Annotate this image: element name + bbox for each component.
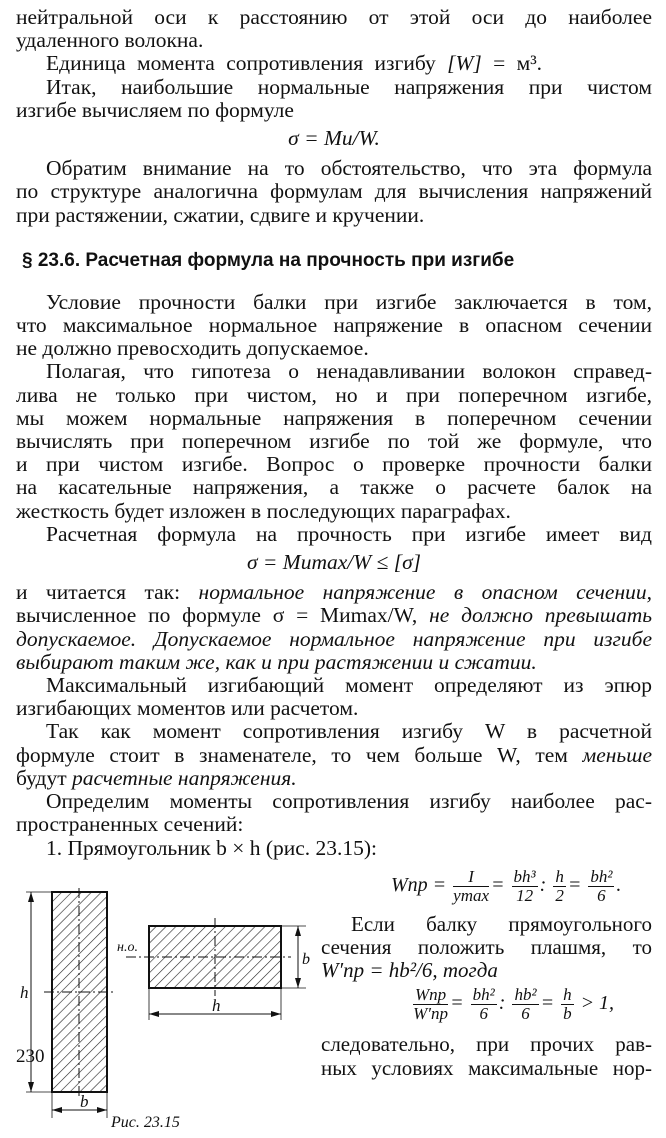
text-line: жесткость будет изложен в последующих параграфах. [16, 498, 511, 523]
text-fragment-italic: нормальное напряжение в опасном сечении, [198, 580, 653, 605]
text-fragment-italic: расчетные напряжения. [71, 765, 297, 790]
paragraph-2 [16, 52, 652, 75]
label-neutral-axis: н.о. [117, 939, 138, 955]
text-line: Полагая, что гипотеза о ненадавливании волокон справед- [46, 359, 652, 384]
text-line: Условие прочности балки при изгибе заключается в том, [46, 289, 652, 314]
label-h-right: h [212, 995, 221, 1015]
section-heading: § 23.6. Расчетная формула на прочность при изгибе [22, 249, 515, 271]
text-fragment: и читается так: [16, 580, 181, 605]
text-line: Если балку прямоугольного [351, 911, 652, 936]
text-line: не должно превосходить допускаемое. [16, 336, 369, 361]
text-line: Определим моменты сопротивления изгибу наиболее рас- [46, 789, 652, 814]
unit-symbol: [W] [447, 51, 482, 76]
figure-caption: Рис. 23.15 [111, 1113, 180, 1131]
paragraph-3 [16, 76, 652, 151]
text-line: изгибе вычисляем по формуле [16, 97, 294, 122]
paragraph-4 [16, 157, 652, 227]
page-number: 230 [16, 1046, 45, 1067]
fraction: $\frac{h}{2}$ [555, 866, 564, 905]
text-fragment: будут [16, 765, 67, 790]
text-line: Расчетная формула на прочность при изгибе имеет вид [46, 521, 652, 546]
paragraph-10 [16, 720, 652, 790]
rectangle-sections-diagram [16, 888, 316, 1118]
text-line: нейтральной оси к расстоянию от этой оси до наиболее [16, 5, 652, 29]
paragraph-8 [16, 581, 652, 674]
text-line: мы можем нормальные напряжения в поперечном сечении [16, 405, 652, 430]
text-line [16, 744, 652, 767]
formula-strength-condition: σ = Mиmax/W ≤ [σ] [246, 550, 422, 575]
fraction: $\frac{\text{bh²}}{6}$ [472, 985, 495, 1024]
text-line: и при чистом изгибе. Вопрос о проверке прочности балки [16, 452, 652, 477]
formula-ratio: $\frac{\text{Wпр}}{W'пр}$ = $\frac{\text{bh²}}{6}$ : $\frac{\text{hb²}}{6}$ = $\frac{h}{b}$ > 1, [413, 985, 615, 1024]
fraction: $\frac{\text{hb²}}{6}$ [514, 985, 537, 1024]
formula-section-modulus: Wпр = $\frac{I}{ymax}$ = $\frac{\text{bh³}}{12}$ : $\frac{h}{2}$ = $\frac{\text{bh²}}{6}$ . [391, 866, 622, 905]
text-line: по структуре аналогична формулам для вычисления напряжений [16, 179, 652, 204]
paragraph-11 [16, 790, 652, 860]
text-line: пространенных сечений: [16, 812, 244, 837]
right-text [321, 913, 652, 983]
text-line: Обратим внимание на то обстоятельство, что эта формула [46, 156, 652, 181]
text-fragment: формуле стоит в знаменателе, то чем больше W, тем [16, 742, 568, 767]
figure-23-15 [16, 888, 316, 1138]
paragraph-6 [16, 360, 652, 522]
text-line: выбирают таким же, как и при растяжении и сжатии. [16, 649, 537, 674]
fraction: $\frac{I}{ymax}$ [453, 866, 490, 905]
right-column [321, 866, 652, 1080]
text-line: Так как момент сопротивления изгибу W в расчетной [46, 719, 652, 744]
text-line: при растяжении, сжатии, сдвиге и кручении. [16, 202, 425, 227]
text-line: W′пр = hb²/6, тогда [321, 958, 498, 983]
text-fragment: вычисленное по формуле σ = Mиmax/W, [16, 603, 418, 628]
right-tail [321, 1033, 652, 1079]
page-body [16, 6, 652, 1136]
text-line: допускаемое. Допускаемое нормальное напряжение при изгибе [16, 626, 652, 651]
formula-bending-stress: σ = Mи/W. [288, 126, 380, 151]
text-line: удаленного волокна. [16, 28, 204, 53]
text-line: ных условиях максимальные нор- [321, 1055, 652, 1080]
text-line: что максимальное нормальное напряжение в опасном сечении [16, 313, 652, 338]
text-line: Максимальный изгибающий момент определяют из эпюр [46, 673, 652, 698]
fraction: $\frac{h}{b}$ [563, 985, 572, 1024]
text-line [16, 604, 652, 627]
text-fragment: Единица момента сопротивления изгибу [46, 51, 436, 76]
text-line: сечения положить плашмя, то [321, 934, 652, 959]
text-fragment-italic: меньше [582, 742, 652, 767]
text-line: следовательно, при прочих рав- [321, 1032, 652, 1057]
label-b-right: b [302, 950, 310, 968]
fraction: $\frac{\text{bh²}}{6}$ [590, 866, 613, 905]
label-b-left: b [80, 1091, 89, 1111]
figure-row [16, 866, 652, 1136]
text-line [16, 767, 652, 790]
label-h-left: h [20, 982, 29, 1002]
text-line: на касательные напряжения, а также о расчете балок на [16, 475, 652, 500]
text-line: лива не только при чистом, но и при поперечном изгибе, [16, 382, 652, 407]
unit-value: = м³. [493, 51, 543, 76]
formula-tail: > 1, [580, 992, 615, 1015]
fraction: $\frac{\text{bh³}}{12}$ [513, 866, 536, 905]
paragraph-7 [16, 523, 652, 574]
list-item: 1. Прямоугольник b × h (рис. 23.15): [46, 835, 378, 860]
text-fragment-italic: не должно превышать [429, 603, 652, 628]
paragraph-9 [16, 674, 652, 720]
paragraph-1 [16, 6, 652, 52]
text-line: изгибающих моментов или расчетом. [16, 696, 359, 721]
text-line [16, 581, 652, 604]
text-line: вычислять при поперечном изгибе по той же формуле, что [16, 429, 652, 454]
formula-lhs: Wпр = [391, 873, 447, 896]
text-line: Итак, наибольшие нормальные напряжения при чистом [46, 74, 652, 99]
paragraph-5 [16, 291, 652, 361]
fraction: $\frac{\text{Wпр}}{W'пр}$ [413, 985, 449, 1024]
